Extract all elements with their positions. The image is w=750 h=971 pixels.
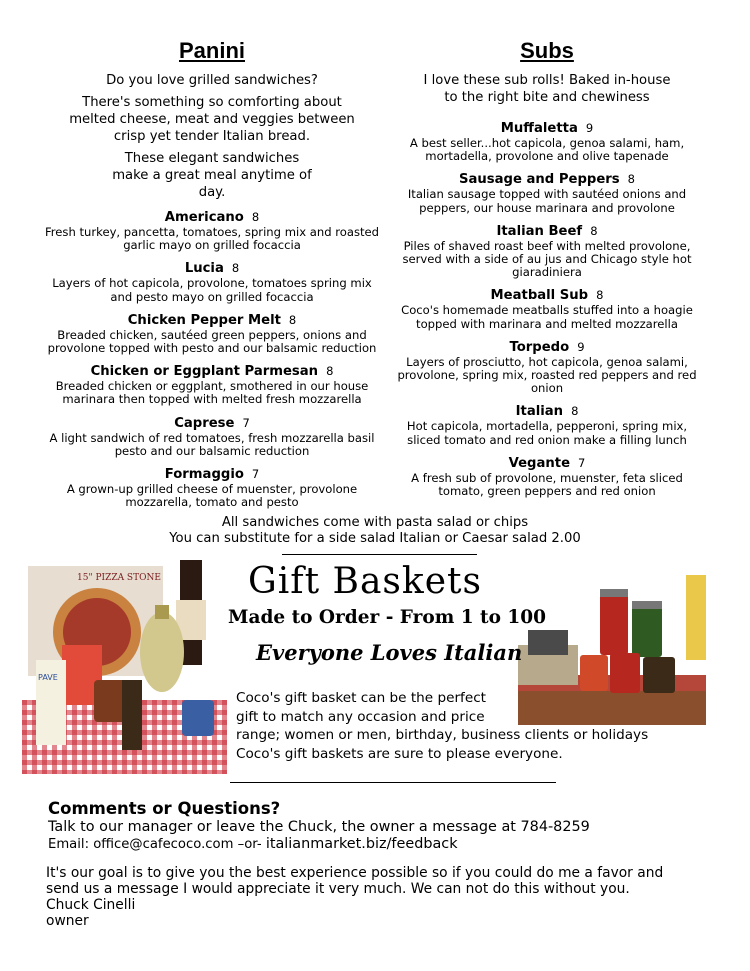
menu-item-description: A fresh sub of provolone, muenster, feta sliced tomato, green peppers and red onion	[411, 470, 683, 499]
menu-item	[392, 455, 702, 498]
menu-item-description: A grown-up grilled cheese of muenster, provolone mozzarella, tomato and pesto	[66, 482, 358, 510]
menu-item-name: Vegante	[508, 455, 571, 471]
menu-item-title	[42, 363, 382, 380]
panini-items	[42, 209, 382, 509]
pave-cheese-label: PAVE	[38, 673, 58, 682]
panini-heading: Panini	[178, 38, 245, 63]
menu-item-description: Fresh turkey, pancetta, tomatoes, spring mix and roasted garlic mayo on grilled focaccia	[44, 225, 380, 253]
menu-item-price: 8	[251, 210, 260, 224]
panini-section	[42, 38, 382, 509]
menu-item	[392, 171, 702, 214]
signature-title: owner	[46, 913, 89, 929]
gift-baskets-tagline: Everyone Loves Italian	[256, 640, 523, 665]
menu-item-name: Torpedo	[509, 339, 570, 355]
menu-item-name: Meatball Sub	[490, 288, 589, 304]
email-contact[interactable]: Email: office@cafecoco.com	[48, 837, 234, 852]
menu-item-price: 8	[571, 404, 579, 419]
menu-item-description: Breaded chicken, sautéed green peppers, onions and provolone topped with pesto and our balsamic reduction	[47, 327, 377, 356]
subs-heading: Subs	[520, 38, 574, 63]
gift-basket-photo-left	[22, 560, 227, 774]
menu-item-description: A best seller...hot capicola, genoa salami, ham, mortadella, provolone and olive tapenade	[409, 136, 685, 164]
menu-item-name: Formaggio	[164, 467, 244, 483]
menu-item-name: Lucia	[184, 261, 224, 277]
menu-item	[42, 415, 382, 458]
menu-item-price: 8	[326, 364, 334, 379]
closing-line-2: send us a message I would appreciate it very much. We can not do this without you.	[46, 881, 630, 897]
menu-item-title	[42, 260, 382, 277]
menu-item	[392, 223, 702, 280]
menu-item-description: Layers of hot capicola, provolone, tomatoes spring mix and pesto mayo on grilled focaccia	[52, 276, 372, 304]
menu-item-description: Italian sausage topped with sautéed onions and peppers, our house marinara and provolone	[407, 187, 687, 215]
gift-body-line-4: Coco's gift baskets are sure to please everyone.	[236, 745, 563, 762]
feedback-url-link[interactable]: italianmarket.biz/feedback	[265, 836, 458, 852]
menu-item	[42, 466, 382, 509]
signature-name: Chuck Cinelli	[46, 897, 136, 913]
menu-item	[392, 287, 702, 330]
gift-body-line-1: Coco's gift basket can be the perfect	[236, 690, 487, 706]
menu-item-price: 8	[288, 312, 297, 327]
menu-item-price: 8	[231, 261, 240, 276]
menu-item-title	[392, 223, 702, 240]
sandwich-note	[0, 515, 750, 547]
menu-item	[42, 260, 382, 303]
menu-item	[42, 312, 382, 355]
menu-item-title	[42, 312, 382, 329]
panini-intro-1: Do you love grilled sandwiches?	[106, 73, 318, 88]
closing-message	[46, 865, 663, 929]
menu-item-price: 8	[627, 172, 635, 187]
menu-item-name: Caprese	[174, 415, 235, 431]
gift-body-line-3: range; women or men, birthday, business clients or holidays	[236, 727, 649, 743]
menu-item-title	[392, 287, 702, 304]
menu-item-description: Layers of prosciutto, hot capicola, genoa salami, provolone, spring mix, roasted red peppers and red onion	[397, 354, 697, 396]
menu-item-price: 7	[251, 467, 260, 482]
menu-item-name: Americano	[164, 210, 244, 225]
subs-items	[392, 120, 702, 498]
menu-item	[392, 120, 702, 163]
pizza-stone-label: 15" PIZZA STONE	[77, 573, 161, 583]
menu-item-title	[42, 466, 382, 483]
menu-item-price: 9	[585, 121, 594, 135]
subs-section	[392, 38, 702, 498]
or-separator: –or-	[233, 837, 266, 852]
menu-item	[392, 403, 702, 446]
sandwich-note-line-1: All sandwiches come with pasta salad or chips	[221, 515, 529, 530]
menu-item-description: Hot capicola, mortadella, pepperoni, spring mix, sliced tomato and red onion make a filling lunch	[406, 419, 688, 447]
menu-item-title	[392, 120, 702, 137]
gift-baskets-body	[236, 689, 648, 763]
panini-intro-2: There's something so comforting about melted cheese, meat and veggies between crisp yet tender Italian bread.	[69, 95, 355, 144]
menu-item-name: Italian Beef	[496, 223, 583, 239]
gift-body-line-2: gift to match any occasion and price	[236, 708, 485, 725]
subs-intro: I love these sub rolls! Baked in-house to the right bite and chewiness	[423, 73, 671, 105]
menu-item-price: 9	[577, 339, 585, 354]
menu-item-price: 8	[596, 288, 604, 303]
menu-item-name: Sausage and Peppers	[459, 172, 620, 188]
gift-baskets-subtitle: Made to Order - From 1 to 100	[228, 607, 546, 628]
menu-item-title	[392, 455, 702, 472]
menu-item-name: Chicken or Eggplant Parmesan	[90, 364, 319, 380]
menu-item-name: Italian	[515, 404, 564, 420]
menu-item-title	[42, 209, 382, 226]
menu-item	[392, 339, 702, 396]
menu-item-description: Breaded chicken or eggplant, smothered in our house marinara then topped with melted fresh mozzarella	[55, 379, 369, 407]
menu-item-title	[392, 339, 702, 356]
menu-item-price: 7	[242, 415, 250, 430]
sandwich-note-line-2: You can substitute for a side salad Italian or Caesar salad 2.00	[169, 531, 581, 546]
gift-baskets-title: Gift Baskets	[248, 561, 482, 602]
menu-item-name: Muffaletta	[500, 121, 578, 136]
menu-item-name: Chicken Pepper Melt	[127, 312, 281, 328]
comments-contact-line	[48, 836, 458, 852]
menu-item-description: Coco's homemade meatballs stuffed into a hoagie topped with marinara and melted mozzarella	[401, 303, 693, 331]
menu-item-price: 8	[590, 223, 598, 238]
menu-item-title	[392, 171, 702, 188]
menu-item-description: A light sandwich of red tomatoes, fresh mozzarella basil pesto and our balsamic reduction	[49, 430, 375, 458]
divider-bottom	[230, 782, 556, 783]
closing-line-1: It's our goal is to give you the best experience possible so if you could do me a favor and	[46, 865, 664, 881]
menu-item-description: Piles of shaved roast beef with melted provolone, served with a side of au jus and Chicago style hot giaradiniera	[402, 238, 692, 280]
menu-item-price: 7	[578, 455, 586, 470]
divider-top	[282, 554, 477, 555]
menu-item	[42, 209, 382, 252]
panini-intro-3: These elegant sandwiches make a great meal anytime of day.	[112, 151, 312, 200]
comments-title: Comments or Questions?	[48, 799, 281, 818]
menu-item-title	[392, 403, 702, 420]
menu-item-title	[42, 415, 382, 432]
menu-item	[42, 363, 382, 406]
comments-manager-line: Talk to our manager or leave the Chuck, the owner a message at 784-8259	[48, 819, 590, 835]
